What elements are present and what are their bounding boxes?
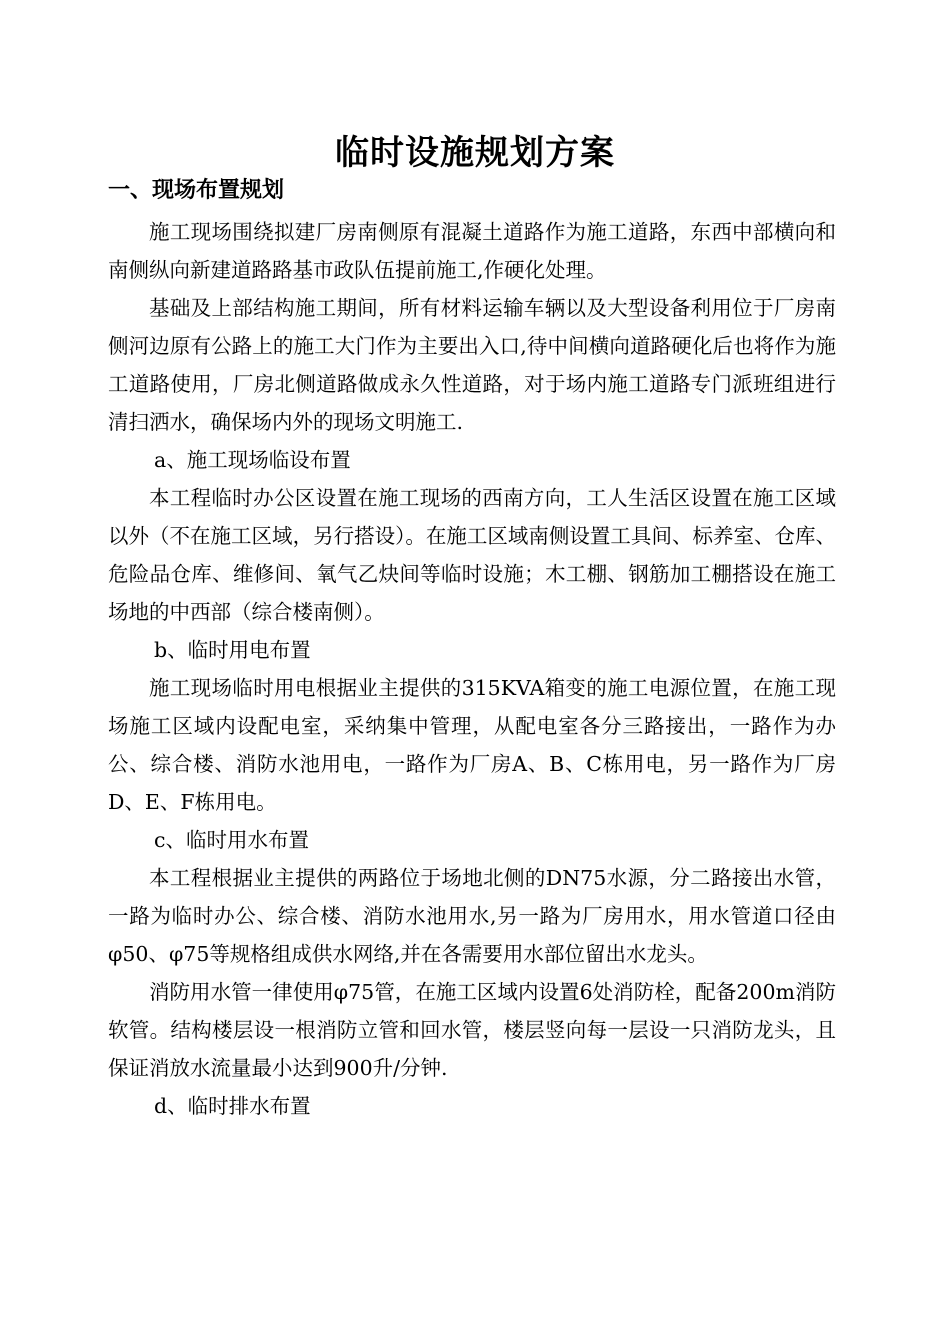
subsection-heading: a、施工现场临设布置 xyxy=(154,448,351,472)
subsection-heading: c、临时用水布置 xyxy=(154,828,309,852)
body-paragraph: 本工程根据业主提供的两路位于场地北侧的DN75水源，分二路接出水管，一路为临时办公、综合楼、消防水池用水,另一路为厂房用水，用水管道口径由φ50、φ75等规格组成供水网络,并在各需要用水部位留出水龙头。 xyxy=(108,866,836,966)
section-heading: 一、现场布置规划 xyxy=(108,178,285,203)
subsection-heading: b、临时用电布置 xyxy=(154,638,311,662)
body-paragraph: 基础及上部结构施工期间，所有材料运输车辆以及大型设备利用位于厂房南侧河边原有公路上的施工大门作为主要出入口,待中间横向道路硬化后也将作为施工道路使用，厂房北侧道路做成永久性道路，对于场内施工道路专门派班组进行清扫洒水，确保场内外的现场文明施工. xyxy=(108,296,836,434)
body-paragraph: 本工程临时办公区设置在施工现场的西南方向，工人生活区设置在施工区域以外（不在施工区域，另行搭设）。在施工区域南侧设置工具间、标养室、仓库、危险品仓库、维修间、氧气乙炔间等临时设施；木工棚、钢筋加工棚搭设在施工场地的中西部（综合楼南侧）。 xyxy=(108,486,836,624)
document-body xyxy=(108,213,836,1125)
subsection-heading: d、临时排水布置 xyxy=(154,1094,311,1118)
body-paragraph: 消防用水管一律使用φ75管，在施工区域内设置6处消防栓，配备200m消防软管。结构楼层设一根消防立管和回水管，楼层竖向每一层设一只消防龙头，且保证消放水流量最小达到900升/分钟. xyxy=(108,980,836,1080)
body-paragraph: 施工现场围绕拟建厂房南侧原有混凝土道路作为施工道路，东西中部横向和南侧纵向新建道路路基市政队伍提前施工,作硬化处理。 xyxy=(108,220,836,282)
document-title: 临时设施规划方案 xyxy=(335,133,615,173)
body-paragraph: 施工现场临时用电根据业主提供的315KVA箱变的施工电源位置，在施工现场施工区域内设配电室，采纳集中管理，从配电室各分三路接出，一路作为办公、综合楼、消防水池用电，一路作为厂房A、B、C栋用电，另一路作为厂房D、E、F栋用电。 xyxy=(108,676,836,814)
